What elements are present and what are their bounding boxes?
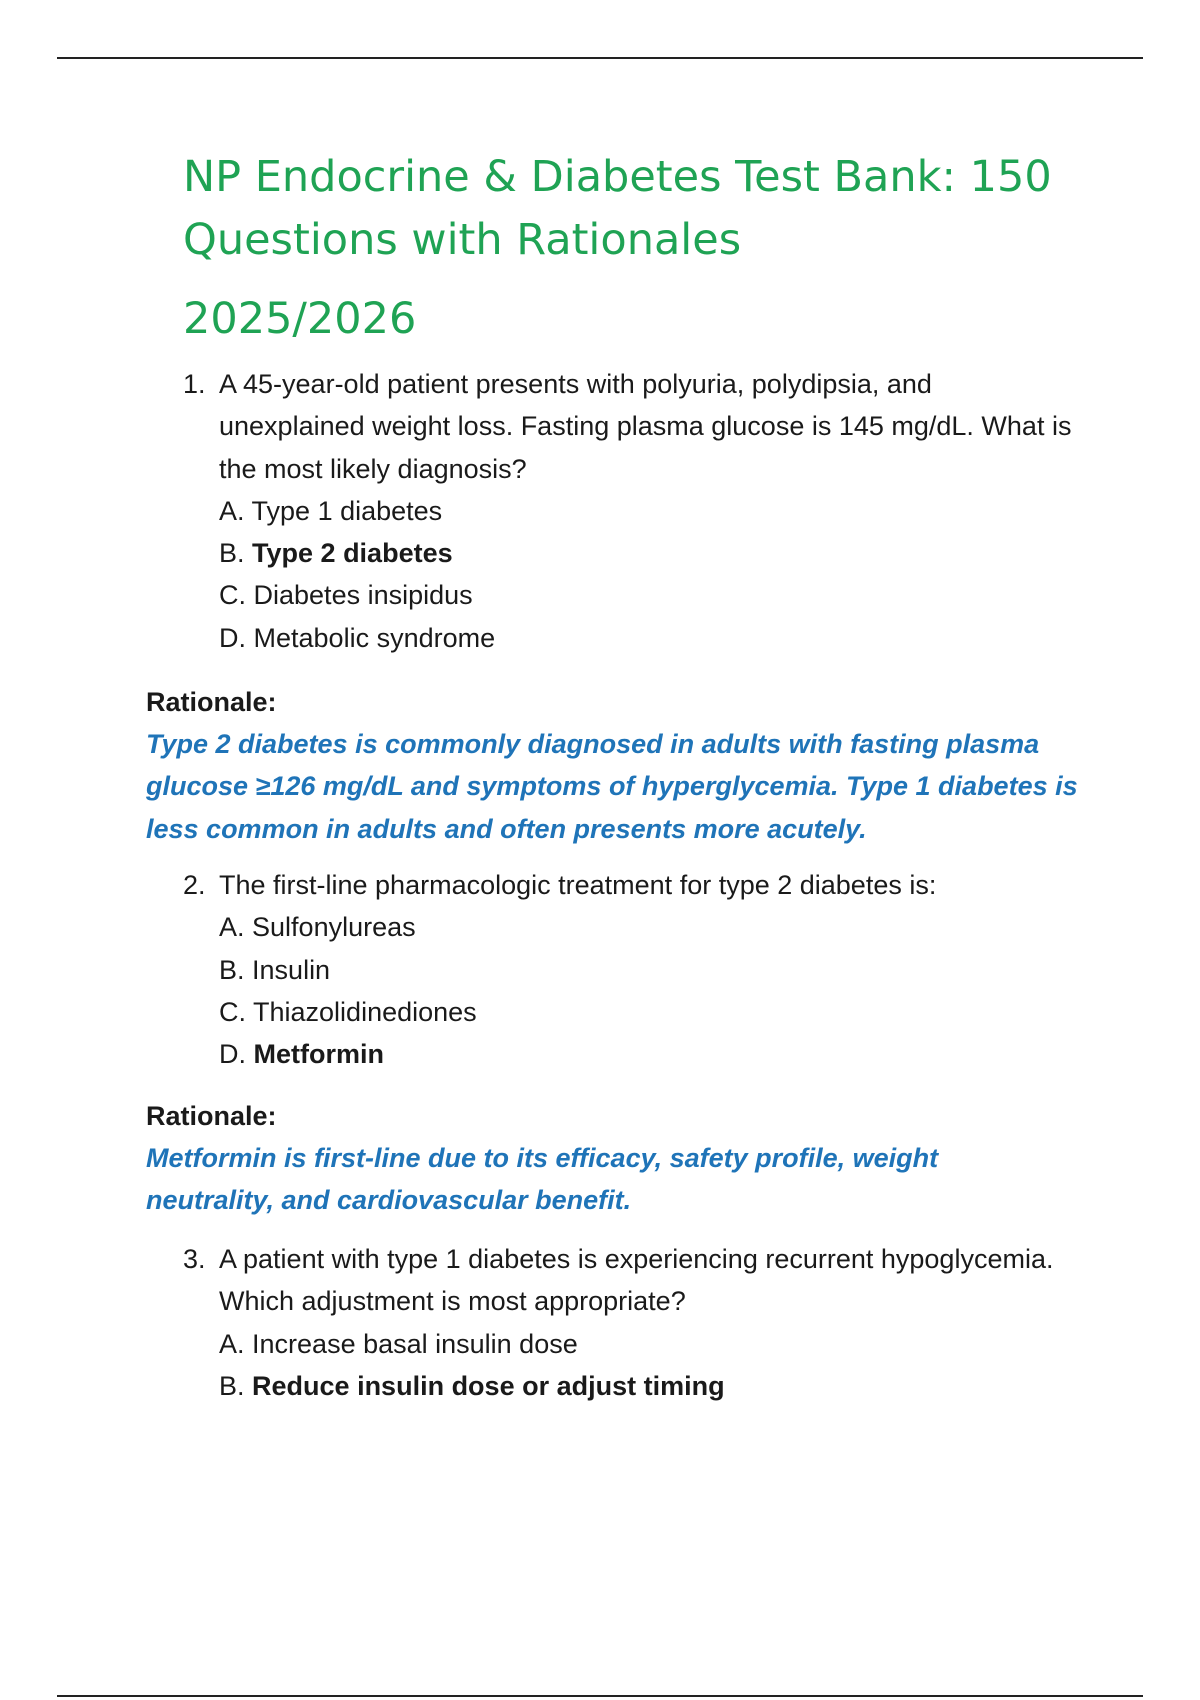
- option-d-correct: D. Metformin: [219, 1039, 385, 1070]
- option-a: A. Type 1 diabetes: [219, 495, 443, 526]
- question-number: 3.: [183, 1244, 206, 1274]
- rationale-label-1: Rationale:: [146, 687, 277, 717]
- rationale-text-2: Metformin is first-line due to its efficacy, safety profile, weight neutrality, and cardiovascular benefit.: [146, 1143, 939, 1216]
- question-3: [183, 1238, 1083, 1407]
- option-c: C. Diabetes insipidus: [219, 580, 473, 611]
- question-number: 2.: [183, 870, 206, 900]
- option-b: B. Insulin: [219, 954, 331, 985]
- document-year: 2025/2026: [183, 294, 417, 344]
- question-stem: A 45-year-old patient presents with polyuria, polydipsia, and unexplained weight loss. Fasting plasma glucose is 145 mg/dL. What is the most likely diagnosis?: [219, 369, 1072, 484]
- rationale-label-2: Rationale:: [146, 1101, 277, 1131]
- header-rule: [57, 57, 1143, 59]
- option-b-correct: B. Reduce insulin dose or adjust timing: [219, 1370, 725, 1401]
- question-stem: A patient with type 1 diabetes is experiencing recurrent hypoglycemia. Which adjustment is most appropriate?: [219, 1244, 1054, 1317]
- rationale-text-1: Type 2 diabetes is commonly diagnosed in adults with fasting plasma glucose ≥126 mg/dL and symptoms of hyperglycemia. Type 1 diabetes is less common in adults and often presents more acutely.: [146, 729, 1078, 844]
- question-stem: The first-line pharmacologic treatment for type 2 diabetes is:: [219, 870, 937, 900]
- option-a: A. Increase basal insulin dose: [219, 1328, 578, 1359]
- footer-rule: [57, 1695, 1143, 1697]
- question-1: [183, 363, 1083, 659]
- option-c: C. Thiazolidinediones: [219, 996, 477, 1027]
- document-title: NP Endocrine & Diabetes Test Bank: 150 Questions with Rationales: [183, 152, 1052, 265]
- option-b-correct: B. Type 2 diabetes: [219, 538, 453, 569]
- question-2: [183, 864, 1083, 1075]
- option-a: A. Sulfonylureas: [219, 912, 416, 943]
- option-d: D. Metabolic syndrome: [219, 622, 496, 653]
- question-number: 1.: [183, 369, 206, 399]
